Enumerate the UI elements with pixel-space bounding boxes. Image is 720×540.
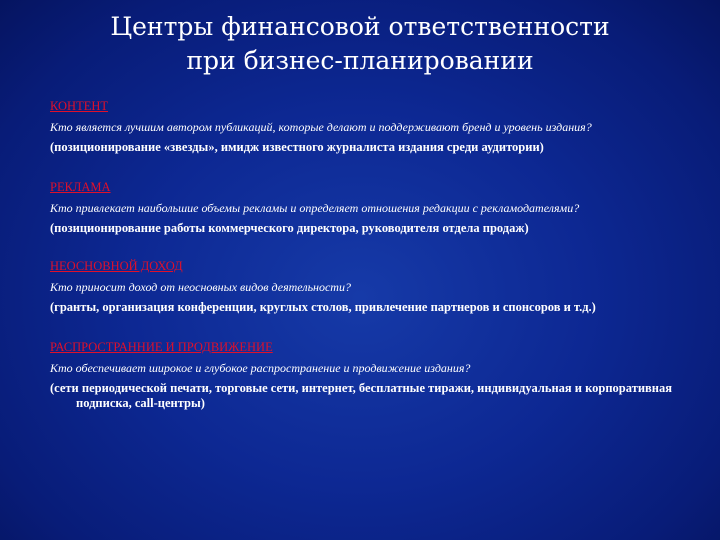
section-detail: (гранты, организация конференции, круглых столов, привлечение партнеров и спонсоров и т.д.)	[50, 300, 596, 314]
section-question: Кто приносит доход от неосновных видов деятельности?	[50, 280, 351, 294]
section-heading: НЕОСНОВНОЙ ДОХОД	[50, 259, 183, 273]
slide-title-line-2: при бизнес-планировании	[186, 46, 534, 75]
section-non-core-income	[50, 258, 700, 315]
section-detail: (сети периодической печати, торговые сети, интернет, бесплатные тиражи, индивидуальная и корпоративная подписка, call-центры)	[50, 381, 672, 410]
section-detail: (позиционирование работы коммерческого директора, руководителя отдела продаж)	[50, 221, 529, 235]
section-question: Кто является лучшим автором публикаций, которые делают и поддерживают бренд и уровень издания?	[50, 120, 592, 134]
section-content	[50, 98, 700, 155]
slide-content	[50, 98, 700, 437]
section-heading: КОНТЕНТ	[50, 99, 109, 113]
slide-title	[0, 10, 720, 78]
section-question: Кто привлекает наибольшие объемы рекламы и определяет отношения редакции с рекламодателями?	[50, 201, 580, 215]
section-advertising	[50, 179, 700, 236]
section-question: Кто обеспечивает широкое и глубокое распространение и продвижение издания?	[50, 361, 471, 375]
section-heading: РЕКЛАМА	[50, 180, 111, 194]
section-heading: РАСПРОСТРАННИЕ И ПРОДВИЖЕНИЕ	[50, 340, 273, 354]
section-detail: (позиционирование «звезды», имидж известного журналиста издания среди аудитории)	[50, 140, 544, 154]
section-distribution	[50, 339, 700, 411]
slide-title-line-1: Центры финансовой ответственности	[110, 12, 610, 41]
